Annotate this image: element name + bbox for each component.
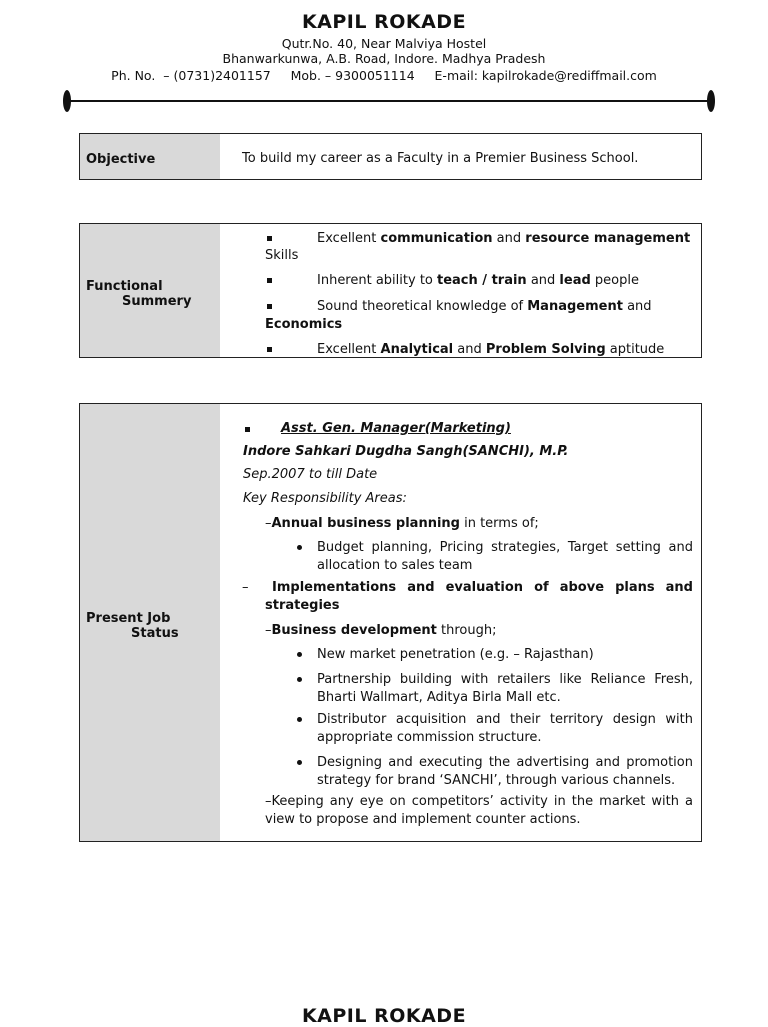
- present-job-label-line1: Present Job: [86, 611, 171, 626]
- bullet-icon: [297, 717, 302, 722]
- competitor-line2: view to propose and implement counter actions.: [265, 812, 581, 827]
- bd-bullet-2-line2: Bharti Wallmart, Aditya Birla Mall etc.: [317, 690, 561, 705]
- functional-summary-section: [79, 223, 702, 358]
- functional-item-1-cont: Skills: [265, 248, 299, 263]
- bd-bullet-4-line1: Designing and executing the advertising and promotion: [317, 755, 693, 770]
- impl-line1: Implementations and evaluation of above plans and: [272, 580, 693, 595]
- square-bullet-icon: [267, 304, 272, 309]
- functional-label-line1: Functional: [86, 279, 163, 294]
- candidate-name: KAPIL ROKADE: [301, 11, 467, 33]
- planning-heading: –Annual business planning in terms of;: [265, 516, 539, 531]
- address-line-2: Bhanwarkunwa, A.B. Road, Indore. Madhya Pradesh: [222, 51, 546, 66]
- competitor-line1: –Keeping any eye on competitors’ activity in the market with a: [265, 794, 693, 809]
- square-bullet-icon: [267, 278, 272, 283]
- functional-item-3: Sound theoretical knowledge of Management and: [317, 299, 652, 314]
- functional-label-cell: [80, 224, 220, 357]
- bd-bullet-2-line1: Partnership building with retailers like Reliance Fresh,: [317, 672, 693, 687]
- kra-heading: Key Responsibility Areas:: [243, 491, 407, 506]
- address-line-1: Qutr.No. 40, Near Malviya Hostel: [281, 36, 487, 51]
- contact-line: Ph. No. – (0731)2401157 Mob. – 9300051114 E-mail: kapilrokade@rediffmail.com: [111, 68, 657, 83]
- header-divider: [68, 100, 712, 102]
- bd-bullet-3-line2: appropriate commission structure.: [317, 730, 542, 745]
- job-period: Sep.2007 to till Date: [243, 467, 378, 482]
- job-title: Asst. Gen. Manager(Marketing): [281, 421, 511, 436]
- functional-label-line2: Summery: [122, 294, 192, 309]
- present-job-label-cell: [80, 404, 220, 841]
- bullet-icon: [297, 652, 302, 657]
- present-job-label-line2: Status: [131, 626, 179, 641]
- bullet-icon: [297, 760, 302, 765]
- bullet-icon: [297, 677, 302, 682]
- functional-item-3-cont: Economics: [265, 317, 343, 332]
- objective-content: [220, 134, 701, 179]
- square-bullet-icon: [267, 347, 272, 352]
- footer-candidate-name: KAPIL ROKADE: [301, 1005, 467, 1027]
- company-name: Indore Sahkari Dugdha Sangh(SANCHI), M.P.: [243, 444, 569, 459]
- bd-bullet-4-line2: strategy for brand ‘SANCHI’, through various channels.: [317, 773, 676, 788]
- planning-bullet-line1: Budget planning, Pricing strategies, Target setting and: [317, 540, 693, 555]
- objective-section: [79, 133, 702, 180]
- bullet-icon: [297, 545, 302, 550]
- divider-right-cap: [707, 90, 715, 112]
- impl-line2: strategies: [265, 598, 340, 613]
- objective-label: Objective: [86, 152, 156, 167]
- objective-text: To build my career as a Faculty in a Premier Business School.: [242, 151, 639, 166]
- square-bullet-icon: [245, 427, 250, 432]
- bd-bullet-1: New market penetration (e.g. – Rajasthan): [317, 647, 594, 662]
- present-job-section: [79, 403, 702, 842]
- bd-heading: –Business development through;: [265, 623, 497, 638]
- functional-content: [220, 224, 701, 357]
- functional-item-1: Excellent communication and resource management: [317, 231, 691, 246]
- present-job-content: [220, 404, 701, 841]
- impl-dash: –: [242, 580, 249, 595]
- square-bullet-icon: [267, 236, 272, 241]
- bd-bullet-3-line1: Distributor acquisition and their territory design with: [317, 712, 693, 727]
- functional-item-4: Excellent Analytical and Problem Solving aptitude: [317, 342, 665, 357]
- planning-bullet-line2: allocation to sales team: [317, 558, 473, 573]
- functional-item-2: Inherent ability to teach / train and lead people: [317, 273, 639, 288]
- objective-label-cell: [80, 134, 220, 179]
